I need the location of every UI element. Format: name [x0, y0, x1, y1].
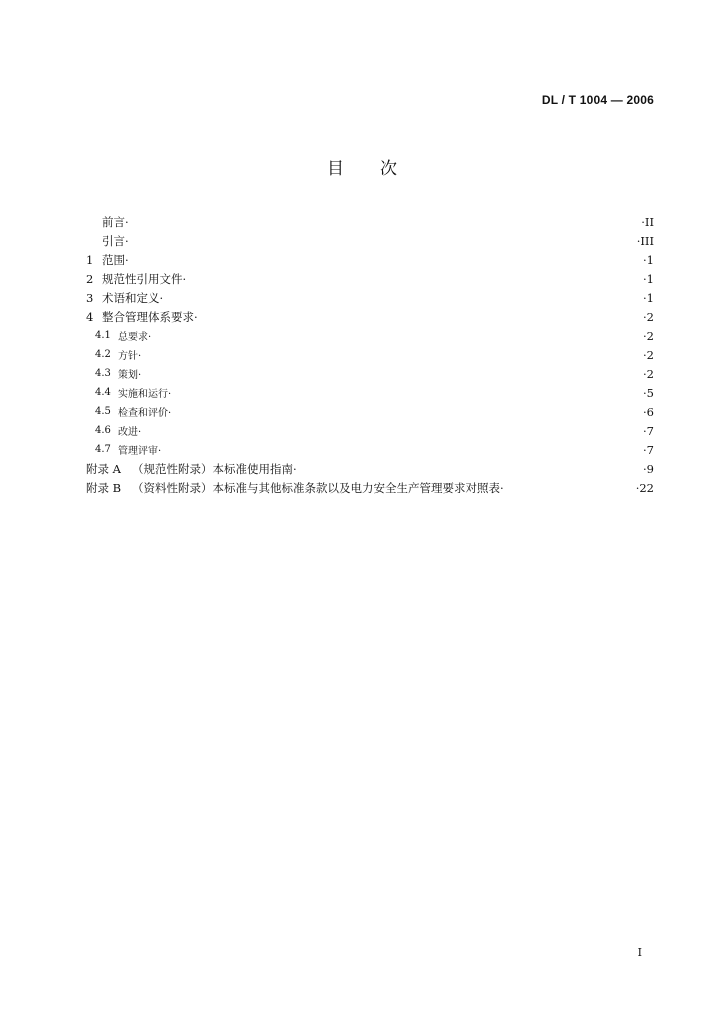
- toc-entry[interactable]: [86, 212, 654, 231]
- page-title: 目次: [327, 159, 433, 179]
- toc-entry[interactable]: [86, 364, 654, 383]
- toc-entry-number: 3: [86, 290, 94, 305]
- toc-entry-page: ·II: [641, 214, 654, 229]
- toc-entry-number: 附录 B: [86, 480, 122, 495]
- toc-entry-page: ·7: [643, 423, 654, 438]
- toc-entry[interactable]: [86, 307, 654, 326]
- toc-entry[interactable]: [86, 459, 654, 478]
- toc-entry[interactable]: [86, 288, 654, 307]
- toc-entry-page: ·2: [643, 309, 654, 324]
- toc-entry-label: （规范性附录）本标准使用指南·: [132, 461, 297, 476]
- toc-entry-label: 规范性引用文件·: [102, 271, 187, 286]
- toc-entry-page: ·1: [643, 252, 654, 267]
- toc-entry-label: 方针·: [118, 351, 142, 362]
- toc-entry-page: ·III: [636, 233, 654, 248]
- toc-entry-number: 2: [86, 271, 94, 286]
- toc-entry-label: 前言·: [102, 214, 129, 229]
- toc-entry-label: 管理评审·: [118, 446, 162, 457]
- toc-entry-page: ·1: [643, 290, 654, 305]
- toc-entry-label: 实施和运行·: [118, 389, 172, 400]
- toc-entry-number: 附录 A: [86, 461, 121, 476]
- toc-entry-label: 总要求·: [118, 332, 152, 343]
- toc-entry-label: （资料性附录）本标准与其他标准条款以及电力安全生产管理要求对照表·: [132, 480, 504, 495]
- toc-entry-page: ·22: [635, 480, 654, 495]
- page-number: I: [637, 946, 642, 959]
- toc-entry-page: ·2: [643, 347, 654, 362]
- toc-entry[interactable]: [86, 383, 654, 402]
- toc-entry[interactable]: [86, 269, 654, 288]
- toc-entry-label: 范围·: [102, 252, 129, 267]
- toc-entry-label: 检查和评价·: [118, 408, 172, 419]
- toc-entry-page: ·9: [643, 461, 654, 476]
- toc-entry[interactable]: [86, 231, 654, 250]
- toc-entry-number: 4: [86, 309, 94, 324]
- toc-entry-page: ·2: [643, 328, 654, 343]
- toc-entry[interactable]: [86, 250, 654, 269]
- standard-code: DL / T 1004 — 2006: [541, 93, 654, 107]
- toc-entry-number: 4.6: [95, 425, 111, 436]
- toc-entry-number: 4.5: [95, 406, 111, 417]
- toc-entry-page: ·1: [643, 271, 654, 286]
- toc-entry-page: ·6: [643, 404, 654, 419]
- toc-entry-label: 术语和定义·: [102, 290, 164, 305]
- toc-entry-number: 4.4: [95, 387, 111, 398]
- toc-entry-number: 4.7: [95, 444, 111, 455]
- toc-entry[interactable]: [86, 402, 654, 421]
- toc-entry[interactable]: [86, 440, 654, 459]
- toc-entry-label: 策划·: [118, 370, 142, 381]
- toc-entry-label: 引言·: [102, 233, 129, 248]
- toc-entry-number: 4.1: [95, 330, 111, 341]
- toc-entry-page: ·2: [643, 366, 654, 381]
- toc-entry[interactable]: [86, 421, 654, 440]
- toc-entry-page: ·5: [643, 385, 654, 400]
- toc-entry-label: 整合管理体系要求·: [102, 309, 198, 324]
- toc-entry-number: 1: [86, 252, 94, 267]
- toc-entry[interactable]: [86, 326, 654, 345]
- toc-entry-page: ·7: [643, 442, 654, 457]
- toc-entry-number: 4.2: [95, 349, 111, 360]
- toc-entry[interactable]: [86, 478, 654, 497]
- toc-entry-number: 4.3: [95, 368, 111, 379]
- toc-entry[interactable]: [86, 345, 654, 364]
- table-of-contents: [86, 212, 654, 497]
- toc-entry-label: 改进·: [118, 427, 142, 438]
